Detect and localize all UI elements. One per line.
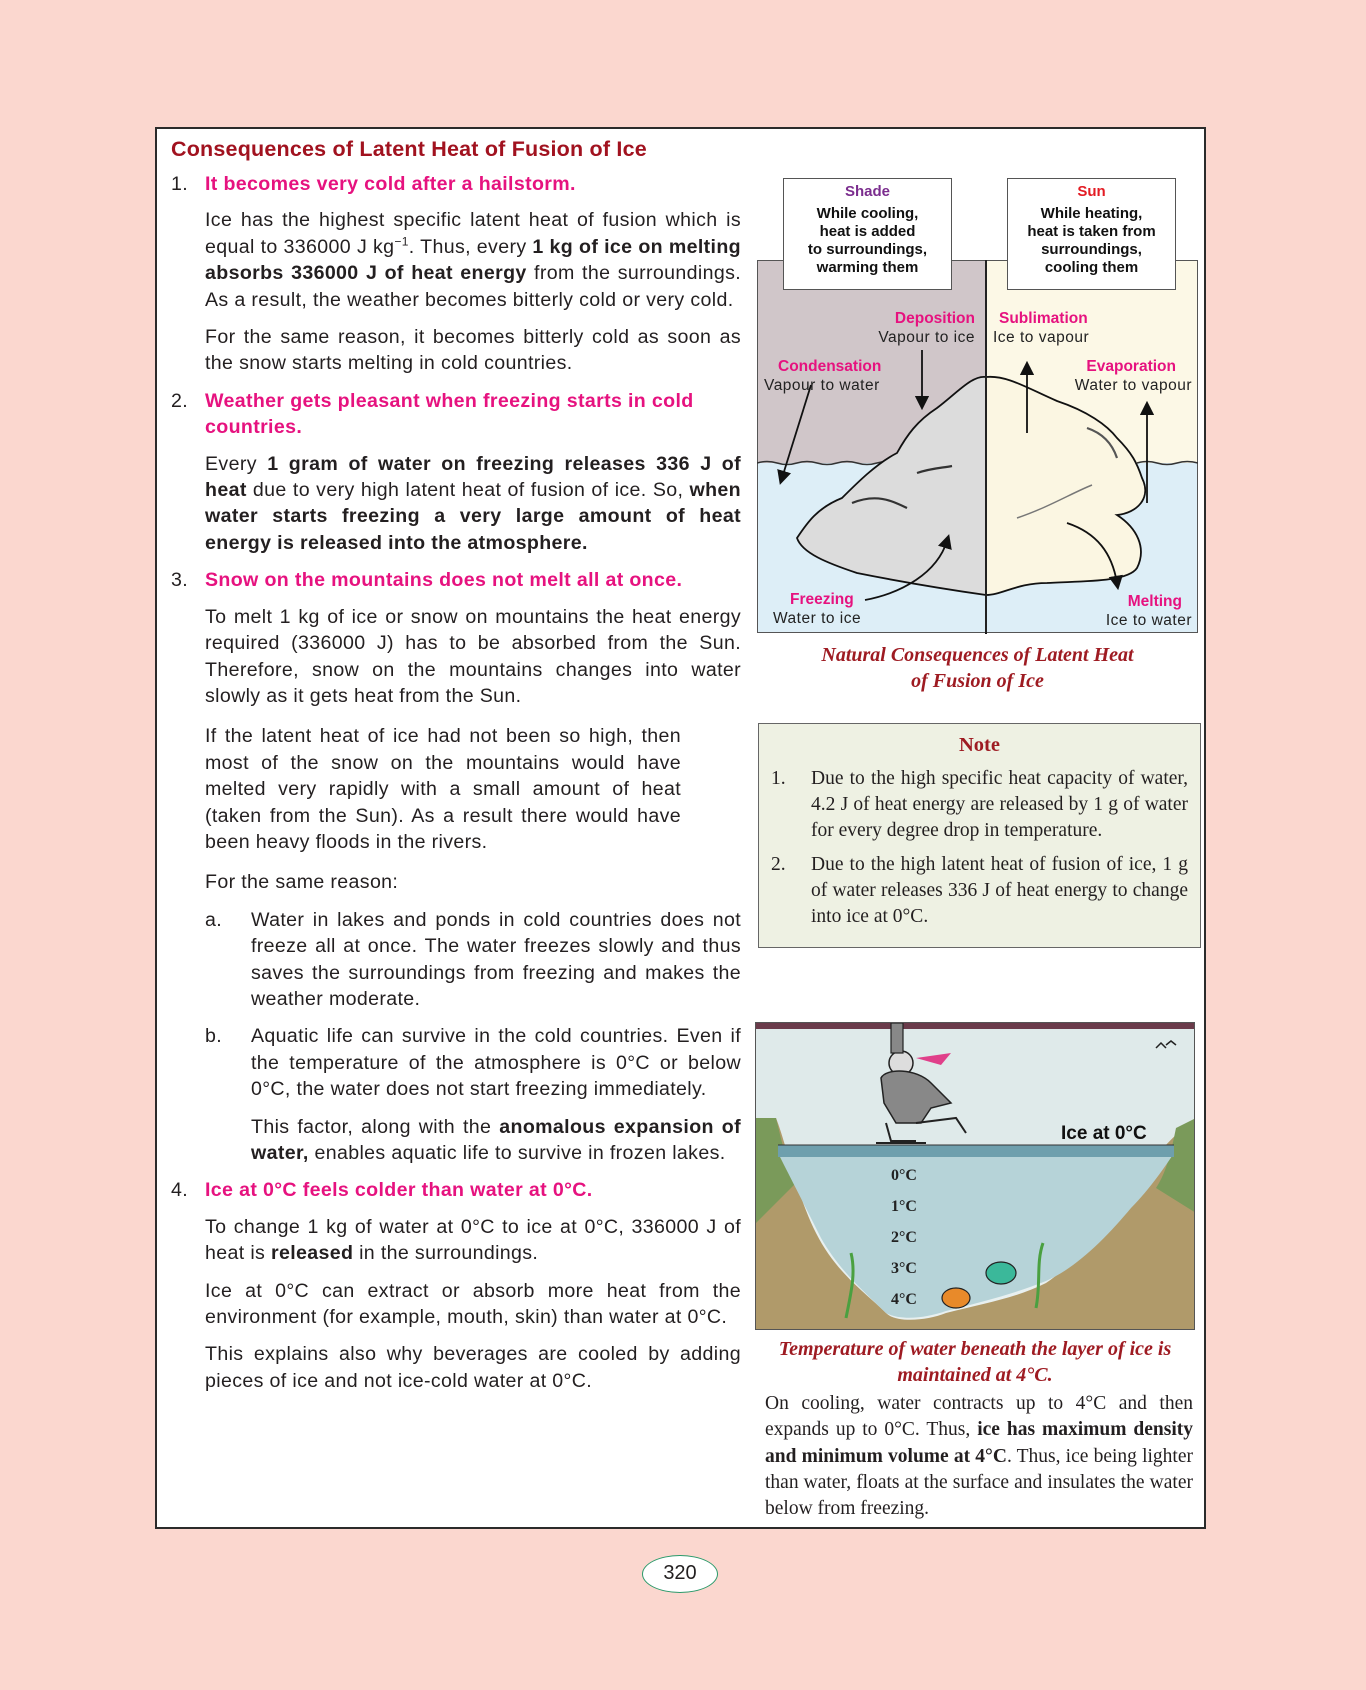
process-name: Evaporation [1086, 358, 1176, 375]
item-4-heading [171, 1177, 741, 1203]
sun-heading: Sun [1077, 183, 1106, 200]
item-number: 3. [171, 569, 189, 592]
content-frame [155, 127, 1206, 1529]
bold-text: 1 kg of ice on melting absorbs 336000 J of heat energy [205, 235, 741, 285]
section-title: Consequences of Latent Heat of Fusion of Ice [171, 137, 647, 161]
sub-item-b-paragraph-2 [251, 1114, 741, 1167]
temperature-labels [891, 1160, 917, 1315]
temp-label: 2°C [891, 1229, 917, 1246]
process-name: Melting [1127, 593, 1182, 610]
sub-item-label: b. [205, 1025, 223, 1048]
item-number: 2. [171, 389, 189, 412]
sub-item-text: Aquatic life can survive in the cold countries. Even if the temperature of the atmosphere is 0°C or below 0°C, the water does not start freezing immediately. [251, 1025, 741, 1101]
text: in the surroundings. [353, 1242, 539, 1265]
note-item-text: Due to the high latent heat of fusion of ice, 1 g of water releases 336 J of heat energy to change into ice at 0°C. [811, 854, 1188, 927]
process-desc: Ice to water [1105, 612, 1192, 629]
caption-line: maintained at 4°C. [897, 1364, 1053, 1386]
item-number: 1. [171, 173, 189, 195]
process-desc: Vapour to ice [878, 329, 975, 346]
left-column [171, 135, 741, 1405]
item-2-paragraph-1 [205, 451, 741, 557]
lake-caption [755, 1336, 1195, 1388]
text: While cooling, [816, 205, 919, 222]
superscript: −1 [394, 234, 409, 249]
bold-text: released [270, 1242, 354, 1265]
text: due to very high latent heat of fusion of ice. So, [246, 479, 690, 502]
shade-sun-divider [985, 260, 987, 633]
item-1-heading [171, 171, 741, 197]
deposition-label [857, 309, 975, 347]
process-desc: Vapour to water [764, 377, 880, 394]
process-desc: Water to vapour [1074, 377, 1192, 394]
text: To change 1 kg of water at 0°C to ice at 0°C, 336000 J of heat is [205, 1215, 741, 1265]
sublimation-label [993, 309, 1143, 347]
text: This factor, along with the [251, 1115, 500, 1138]
process-name: Deposition [894, 310, 975, 327]
note-item-text: Due to the high specific heat capacity of water, 4.2 J of heat energy are released by 1 g of water for every degree drop in temperature. [811, 768, 1188, 841]
sub-item-b [205, 1023, 741, 1102]
item-1-paragraph-1 [205, 207, 741, 313]
shade-info-box [783, 178, 952, 290]
temp-label: 3°C [891, 1260, 917, 1277]
item-heading-text: Ice at 0°C feels colder than water at 0°C. [205, 1179, 593, 1202]
text: enables aquatic life to survive in frozen lakes. [308, 1142, 726, 1164]
phase-change-diagram [757, 163, 1198, 634]
item-3-paragraph-1: To melt 1 kg of ice or snow on mountains the heat energy required (336000 J) has to be absorbed from the Sun. Therefore, snow on the mountains changes into water slowly as it gets heat from the Sun. [205, 605, 741, 707]
text: Every [205, 452, 268, 475]
process-name: Condensation [778, 358, 882, 375]
note-box [758, 723, 1201, 948]
note-item [771, 852, 1188, 930]
text: cooling them [1044, 259, 1139, 276]
melting-label [1057, 592, 1192, 630]
item-heading-text: It becomes very cold after a hailstorm. [205, 173, 576, 195]
text: . Thus, ice being lighter than water, floats at the surface and insulates the water below from freezing. [765, 1445, 1193, 1520]
temp-label: 4°C [891, 1291, 917, 1308]
bold-text: when water starts freezing a very large amount of heat energy is released into the atmosphere. [205, 479, 741, 554]
item-4-paragraph-3: This explains also why beverages are cooled by adding pieces of ice and not ice-cold water at 0°C. [205, 1343, 741, 1392]
text: heat is taken from [1027, 223, 1156, 240]
process-desc: Ice to vapour [993, 329, 1090, 346]
item-4-paragraph-2: Ice at 0°C can extract or absorb more heat from the environment (for example, mouth, skin) than water at 0°C. [205, 1279, 741, 1329]
caption-line: Temperature of water beneath the layer of ice is [778, 1338, 1172, 1360]
text: warming them [816, 259, 919, 276]
bold-text: ice has maximum density and minimum volume at 4°C [765, 1419, 1193, 1467]
bold-text: anomalous expansion of water, [251, 1115, 741, 1164]
condensation-label [764, 357, 914, 395]
text: While heating, [1040, 205, 1143, 222]
process-name: Sublimation [999, 310, 1088, 327]
bold-text: 1 gram of water on freezing releases 336 J of heat [205, 452, 741, 502]
sub-item-a [205, 907, 741, 1013]
note-item-number: 1. [771, 768, 786, 789]
text: to surroundings, [807, 241, 928, 258]
item-2-heading [171, 388, 741, 441]
lake-scene [756, 1023, 1195, 1330]
item-3-heading [171, 567, 741, 593]
caption-line: Natural Consequences of Latent Heat [821, 644, 1134, 666]
shade-heading: Shade [844, 183, 890, 200]
frozen-lake-illustration [755, 1022, 1195, 1330]
note-item [771, 766, 1188, 844]
page-number: 320 [642, 1555, 718, 1593]
text: from the surroundings. As a result, the weather becomes bitterly cold or very cold. [205, 262, 742, 311]
evaporation-label [1037, 357, 1192, 395]
item-4-paragraph-1 [205, 1214, 741, 1267]
ice-label: Ice at 0°C [1061, 1123, 1147, 1144]
diagram-caption [757, 642, 1198, 694]
note-item-number: 2. [771, 854, 786, 875]
text: Ice has the highest specific latent heat of fusion which is equal to 336000 J kg [205, 209, 741, 258]
text: On cooling, water contracts up to 4°C and then expands up to 0°C. Thus, [765, 1393, 1193, 1441]
freezing-label [773, 590, 903, 628]
process-desc: Water to ice [773, 610, 862, 627]
text: surroundings, [1041, 241, 1142, 258]
sub-item-text: Water in lakes and ponds in cold countries does not freeze all at once. The water freezes slowly and thus saves the surroundings from freezing and makes the weather moderate. [251, 908, 741, 1010]
item-3-paragraph-3: For the same reason: [205, 871, 399, 894]
sun-info-box [1007, 178, 1176, 290]
process-name: Freezing [790, 591, 854, 608]
lake-explanation [765, 1391, 1193, 1522]
caption-line: of Fusion of Ice [911, 670, 1044, 692]
item-heading-text: Snow on the mountains does not melt all at once. [205, 569, 683, 592]
note-title: Note [959, 734, 1000, 756]
temp-label: 1°C [891, 1198, 917, 1215]
temp-label: 0°C [891, 1167, 917, 1184]
item-heading-text: Weather gets pleasant when freezing starts in cold countries. [205, 389, 694, 439]
text: . Thus, every [408, 235, 533, 258]
text: heat is added [819, 223, 916, 240]
sub-item-label: a. [205, 908, 223, 931]
item-1-paragraph-2: For the same reason, it becomes bitterly cold as soon as the snow starts melting in cold countries. [205, 326, 741, 375]
item-3-paragraph-2: If the latent heat of ice had not been so high, then most of the snow on the mountains would have melted very rapidly with a small amount of heat (taken from the Sun). As a result there would have been heavy floods in the rivers. [205, 725, 681, 853]
item-number: 4. [171, 1179, 189, 1202]
